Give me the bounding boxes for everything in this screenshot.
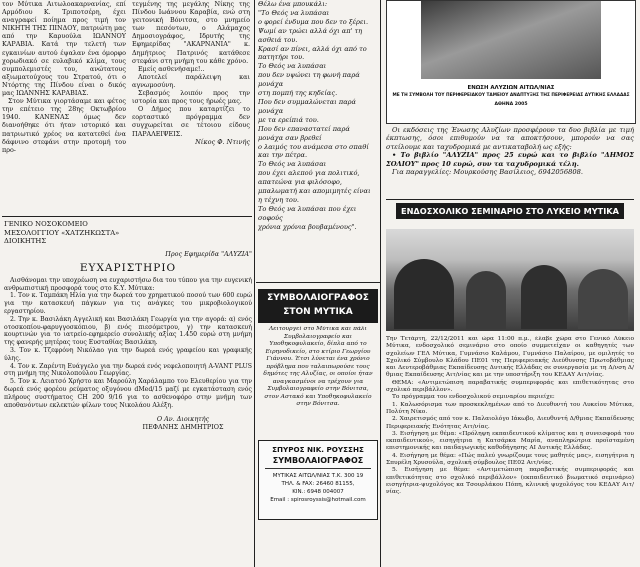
article-text: Σεβασμός λοιπόν προς την ιστορία και προς τους ήρωές μας. — [132, 89, 250, 106]
poem-line: πατητήρι του. — [258, 53, 305, 62]
notary-banner-line: ΣΥΜΒΟΛΑΙΟΓΡΑΦΟΣ — [267, 293, 369, 303]
seminar-text — [386, 336, 634, 567]
notary-mobile: ΚΙΝ.: 6948 004007 — [292, 489, 344, 495]
notary-banner — [258, 289, 378, 323]
poem-line: απατεώνα για φιλόσοφο, — [258, 178, 342, 187]
letter-item: 1. Τον κ. Ταμπάκη Ηλία για την δωρεά του χρηματικού ποσού των 600 ευρώ για την κατασκευή πάγκων για τις ανάγκες του μικροβιολογικού εργαστηρίου. — [4, 292, 252, 315]
notice-intro: Οι εκδόσεις της Ένωσης Αλυζίων προσφέρουν τα δυο βιβλία με τιμή έκπτωσης, όσοι επιθυμούν να τα αποκτήσουν, μπορούν να σας στείλουμε και ταχυδρομικά με αντικαταβολή ως εξής: — [386, 126, 634, 151]
photo-figure — [578, 269, 628, 329]
article-col2 — [132, 0, 250, 208]
letter-intro: Αισθάνομαι την υποχρέωση να ευχαριστήσω δια του τύπου για την ευγενική ανθρωπιστική προσφορά τους στο Κ.Υ. Μύτικα: — [4, 276, 252, 292]
caption-line: ΑΘΗΝΑ 2005 — [494, 102, 528, 107]
notary-phone: ΤΗΛ. & FAX: 26460 81155, — [281, 481, 355, 487]
hospital-letter — [4, 220, 252, 567]
article-text: Εμείς ασθενήσαμε!.. — [138, 64, 205, 73]
photo-figure — [394, 259, 454, 329]
caption-line: ΕΝΩΣΗ ΑΛΥΖΙΩΝ ΑΙΤΩΛ/ΝΙΑΣ — [467, 85, 555, 91]
poem-line: Το Θεός να λυπάσαι που έχει σοφούς — [258, 204, 357, 222]
notice-item: • Το βιβλίο "ΑΛΥΖΙΑ" προς 25 ευρώ και το βιβλίο "ΔΗΜΟΣ ΣΟΛΙΟΥ" προς 10 ευρώ, συν τα ταχυδρομικά τέλη. — [386, 151, 634, 168]
poem-line: μπαλωματή και απομιμητές είναι η τέχνη του. — [258, 187, 371, 204]
divider — [2, 216, 252, 217]
letter-item: 5. Τον κ. Λειατσό Χρήστο και Μαρούλη Χαράλαμπο του Ελευθερίου για την δωρεά ενός φορέου ρεύματος οξυγόνου dMed/15 μαζί με εγκατάσταση ενός πλήρους συστήματος CH 200 9/16 για το ασθενοφόρο στην μνήμη των αποθανόντων εκλεκτών φίλων τους Νικολάου Αλέξη. — [4, 378, 252, 409]
poem-line: Θέλω ένα μπουκάλι: — [258, 0, 328, 8]
poem-line: με τα ερείπιά του. — [258, 115, 319, 124]
caption-line: ΜΕ ΤΗ ΣΥΜΒΟΛΗ ΤΟΥ ΠΕΡΙΦΕΡΕΙΑΚΟΥ ΤΑΜΕΙΟΥ ΑΝΑΠΤΥΞΗΣ ΤΗΣ ΠΕΡΙΦΕΡΕΙΑΣ ΔΥΤΙΚΗΣ ΕΛΛΑΔΑΣ — [392, 93, 630, 98]
poem-line: που έχει αλεπού για πολιτικό, — [258, 169, 360, 178]
notary-address: ΜΥΤΙΚΑΣ ΑΙΤΩΛ/ΝΙΑΣ Τ.Κ. 300 19 — [272, 473, 364, 479]
divider — [386, 199, 634, 200]
seminar-paragraph: 1. Καλωσόρισμα των προσκεκλημένων από το Διευθυντή του Λυκείου Μύτικα, Πολύτη Νίκο. — [386, 401, 634, 415]
letter-item: 3. Τον κ. Τζεφρόνη Νικόλαο για την δωρεά ενός γραφείου και γραφικής ύλης. — [4, 346, 252, 362]
poem-line: Το Θεός να λυπάσαι — [258, 160, 327, 169]
book-cover-photo — [421, 1, 601, 79]
poem-line: Που δεν συμμαλώνεται παρά μονάχα — [258, 97, 356, 115]
notice-item: Για παραγγελίες: Μουρκούσης Βασίλειος, 6942056808. — [392, 168, 583, 177]
notary-card — [258, 440, 378, 520]
poem-line: Ψωμί αν τρώει αλλά όχι απ' τη — [258, 26, 363, 35]
hospital-line: ΓΕΝΙΚΟ ΝΟΣΟΚΟΜΕΙΟ — [4, 220, 88, 228]
signature-title: Ο Αν. Διοικητής — [156, 415, 210, 424]
column-rule — [380, 0, 381, 567]
notary-banner-line: ΣΤΟΝ ΜΥΤΙΚΑ — [283, 307, 353, 317]
poem-line: Που δεν επαναστατεί παρά μονάχα σαν βρεθεί — [258, 124, 350, 142]
books-notice — [386, 126, 634, 196]
letter-recipient: Προς Εφημερίδα "ΑΛΥΖΙΑ" — [165, 249, 252, 258]
letter-signature — [114, 415, 252, 431]
poem-line: ασθειά του. — [258, 35, 298, 44]
notary-name: ΣΠΥΡΟΣ ΝΙΚ. ΡΟΥΣΣΗΣ — [272, 445, 364, 454]
letter-title: ΕΥΧΑΡΙΣΤΗΡΙΟ — [79, 261, 177, 274]
article-text: Στον Μύτικα γιορτάσαμε και φέτος την επέτειο της 28ης Οκτωβρίου 1940. ΚΑΝΕΝΑΣ όμως δεν διανοήθηκε ότι ήταν ιστορικό και πατριωτικό χρέος να κατατεθεί ένα δάφνινο στεφάνι στην προτομή του προ- — [2, 97, 126, 154]
article-text: Αποτελεί παράλειψη και αγνωμοσύνη. — [132, 72, 250, 89]
notary-body: Λειτουργεί στο Μύτικα και πάλι Συμβολαιογραφείο και Υποθηκοφυλακείο, δίπλα από το Ειρηνοδικείο, στο κτίριο Γεωργίου Γιάννου. Έτσι λύνεται ένα χρόνιο πρόβλημα που ταλαιπωρούσε τους δημότες της Αλυζίας, οι οποίοι ήταν αναγκασμένοι να τρέχουν για Συμβολαιογραφείο στην Βόνιτσα, στον Αστακό και Υποθηκοφυλακείο στην Βόνιτσα. — [263, 326, 373, 407]
article-text: Ο Δήμος που καταρτίζει το εορταστικό πρόγραμμα δεν συγχωρείται σε τέτοιου είδους ΠΑΡΑΛΕΙΨΕΙΣ. — [132, 105, 250, 138]
article-text: τον Μύτικα Αιτωλοακαρνανίας, επί Αρμόδιου Κ. Τριποτσέρη, έχει αναγραφεί ποίημα προς τιμή τον ΝΙΚΗΤΗ ΤΗΣ ΠΙΝΔΟΥ, πατριώτη μας από την Καρυούλα ΙΩΑΝΝΟΥ ΚΑΡΑΒΙΑ. Κατά την τελετή των εγκαινίων αυτού έψαλαν ένα όμορφο χορωδιακό σε ευλαβικό κλίμα, τους συμπολεμιστές του, ανώτατους αξιωματούχους του Στρατού, ότι ο Ντόρτης της Πίνδου είναι ο δικός μας ΙΩΑΝΝΗΣ ΚΑΡΑΒΙΑΣ. — [2, 0, 126, 98]
book-cover-caption — [387, 85, 635, 108]
photo-figure — [521, 265, 567, 329]
article-col1 — [2, 0, 126, 208]
seminar-title: ΕΝΔΟΣΧΟΛΙΚΟ ΣΕΜΙΝΑΡΙΟ ΣΤΟ ΛΥΚΕΙΟ ΜΥΤΙΚΑ — [396, 203, 624, 219]
poem-line: "Το Θεός να λυπάσαι — [258, 8, 330, 17]
card-divider — [265, 468, 371, 469]
seminar-paragraph: Το πρόγραμμα του ενδοσχολικού σεμιναρίου περιείχε: — [392, 394, 555, 401]
poem — [258, 0, 376, 270]
divider — [256, 282, 380, 283]
hospital-header — [4, 220, 252, 246]
article-signature: Νίκος Φ. Ντινής — [195, 137, 250, 146]
poem-line: Το Θεός να λυπάσαι — [258, 62, 327, 71]
letter-item: 4. Τον κ. Ζαρέντη Ευάγγελο για την δωρεά ενός νεφελοποιητή A-VANT PLUS στη μνήμη της Νικολοπούλου Γεωργίας. — [4, 362, 252, 378]
poem-line: στη πομπή της κηδείας. — [258, 89, 338, 98]
seminar-paragraph: ΘΕΜΑ: «Αντιμετώπιση παραβατικής συμπεριφοράς και επιθετικότητας στο σχολικό περιβάλλον». — [386, 379, 634, 394]
seminar-paragraph: 4. Εισήγηση με θέμα: «Πώς παλεύ γνωρίζουμε τους μαθητές μας», εισηγήτρια η Σπυρέλη Χρυσούλα, σχολική σύμβουλος ΠΕ02 Αιτ/νίας. — [386, 452, 634, 467]
poem-line: Κρασί αν πίνει, αλλά όχι από το — [258, 44, 367, 53]
poem-line: ο λαιμός του ανάμεσα στο σπαθί — [258, 142, 369, 151]
poem-line: που δεν υψώνει τη φωνή παρά μονάχα — [258, 71, 360, 89]
letter-item: 2. Την κ. Βασιλάκη Αγγελική και Βασιλάκη Γεωργία για την αγορά: α) ενός οτοσκοπίου-φαρυγγοσκόπιου, β) ενός πιεσόμετρου, γ) την κατασκευή κουρτινών για το ιατρείο-εφημερείο συνολικής αξίας 1.450 ευρώ στη μνήμη της φανερής μητέρας τους Ευσταθίας Βασιλάκη. — [4, 315, 252, 347]
hospital-line: ΜΕΣΟΛΟΓΓΙΟΥ «ΧΑΤΖΗΚΩΣΤΑ» — [4, 228, 120, 237]
seminar-paragraph: 2. Χαιρετισμός από τον κ. Παλαιολόγο Ιάκωβο, Διευθυντή Δ/θμιας Εκπαίδευσης Περιφερειακής Ενότητας Αιτ/νίας. — [386, 416, 634, 430]
seminar-photo — [386, 229, 634, 331]
poem-line: χρόνια χρόνια βουβαμένους". — [258, 222, 357, 231]
book-cover — [386, 0, 636, 124]
hospital-line: ΔΙΟΙΚΗΤΗΣ — [4, 237, 47, 246]
poem-line: και την πέτρα. — [258, 151, 308, 160]
notary-role: ΣΥΜΒΟΛΑΙΟΓΡΑΦΟΣ — [272, 456, 364, 465]
signature-name: ΠΕΦΑΝΗΣ ΔΗΜΗΤΡΙΟΣ — [142, 423, 224, 432]
photo-figure — [466, 271, 506, 329]
article-text: τεγμένης της μεγάλης Νίκης της Πίνδου Ιωάννου Καραβία, ενώ στη γειτονική Βόνιτσα, στο μνημείο των πεσόντων, ο Αλάμαχος Δημοσιογράφος, Ιδρυτής της Εφημερίδας "ΑΚΑΡΝΑΝΙΑ" κ. Δημήτριος Πατρινός κατάθεσε στεφάνι στη μνήμη του κάθε χρόνο. — [132, 0, 250, 65]
letter-body — [4, 277, 252, 410]
poem-line: ο φορεί ένδυμα που δεν το ξέρει. — [258, 17, 369, 26]
notary-email: Email : spirosroyssis@hotmail.com — [270, 497, 366, 503]
column-rule — [254, 0, 255, 567]
seminar-paragraph: 3. Εισήγηση με θέμα: «Πρόληψη εκπαιδευτικού κλίματος και η συνεισφορά του εκπαιδευτικού», εισηγήτρια η Κατσάρκα Μαρία, αναπληρώτρια προϊσταμένη επιστημονικής και παιδαγωγικής καθοδήγησης ΑΙ Δυτικής Ελλάδας. — [386, 430, 634, 452]
seminar-paragraph: 5. Εισήγηση με θέμα: «Αντιμετώπιση παραβατικής συμπεριφοράς και επιθετικότητας στο σχολικό περιβάλλον» (εκπαιδευτικό βιωματικό σεμινάριο) εισηγήτρια-ψυχολόγος κα Τσουρλάκου Πόπη, κλινική ψυχολόγος του ΚΕΔΑΥ Αιτ/νίας. — [386, 467, 634, 496]
seminar-paragraph: Την Τετάρτη, 22/12/2011 και ώρα 11:00 π.μ., έλαβε χώρα στο Γενικό Λύκειο Μύτικα, ενδοσχολικό σεμινάριο στο οποίο συμμετείχαν οι καθηγητές των σχολείων ΓΕΛ Μύτικα, Γυμνάσιο Καλάμου, Γυμνάσιο Παλαίρου, με ομιλητές το Σχολικό Σύμβουλο Κλάδου ΠΕ01 της Περιφερειακής Διεύθυνσης Πρωτοβάθμιας και Δευτεροβάθμιας Εκπαίδευσης Δυτικής Ελλάδας σε συνεργασία με τη Δ/νση Δ/θμιας Εκπαίδευσης Αιτ/νίας και με την υποστήριξη του ΚΕΔΑΥ Αιτ/νίας. — [386, 336, 634, 379]
